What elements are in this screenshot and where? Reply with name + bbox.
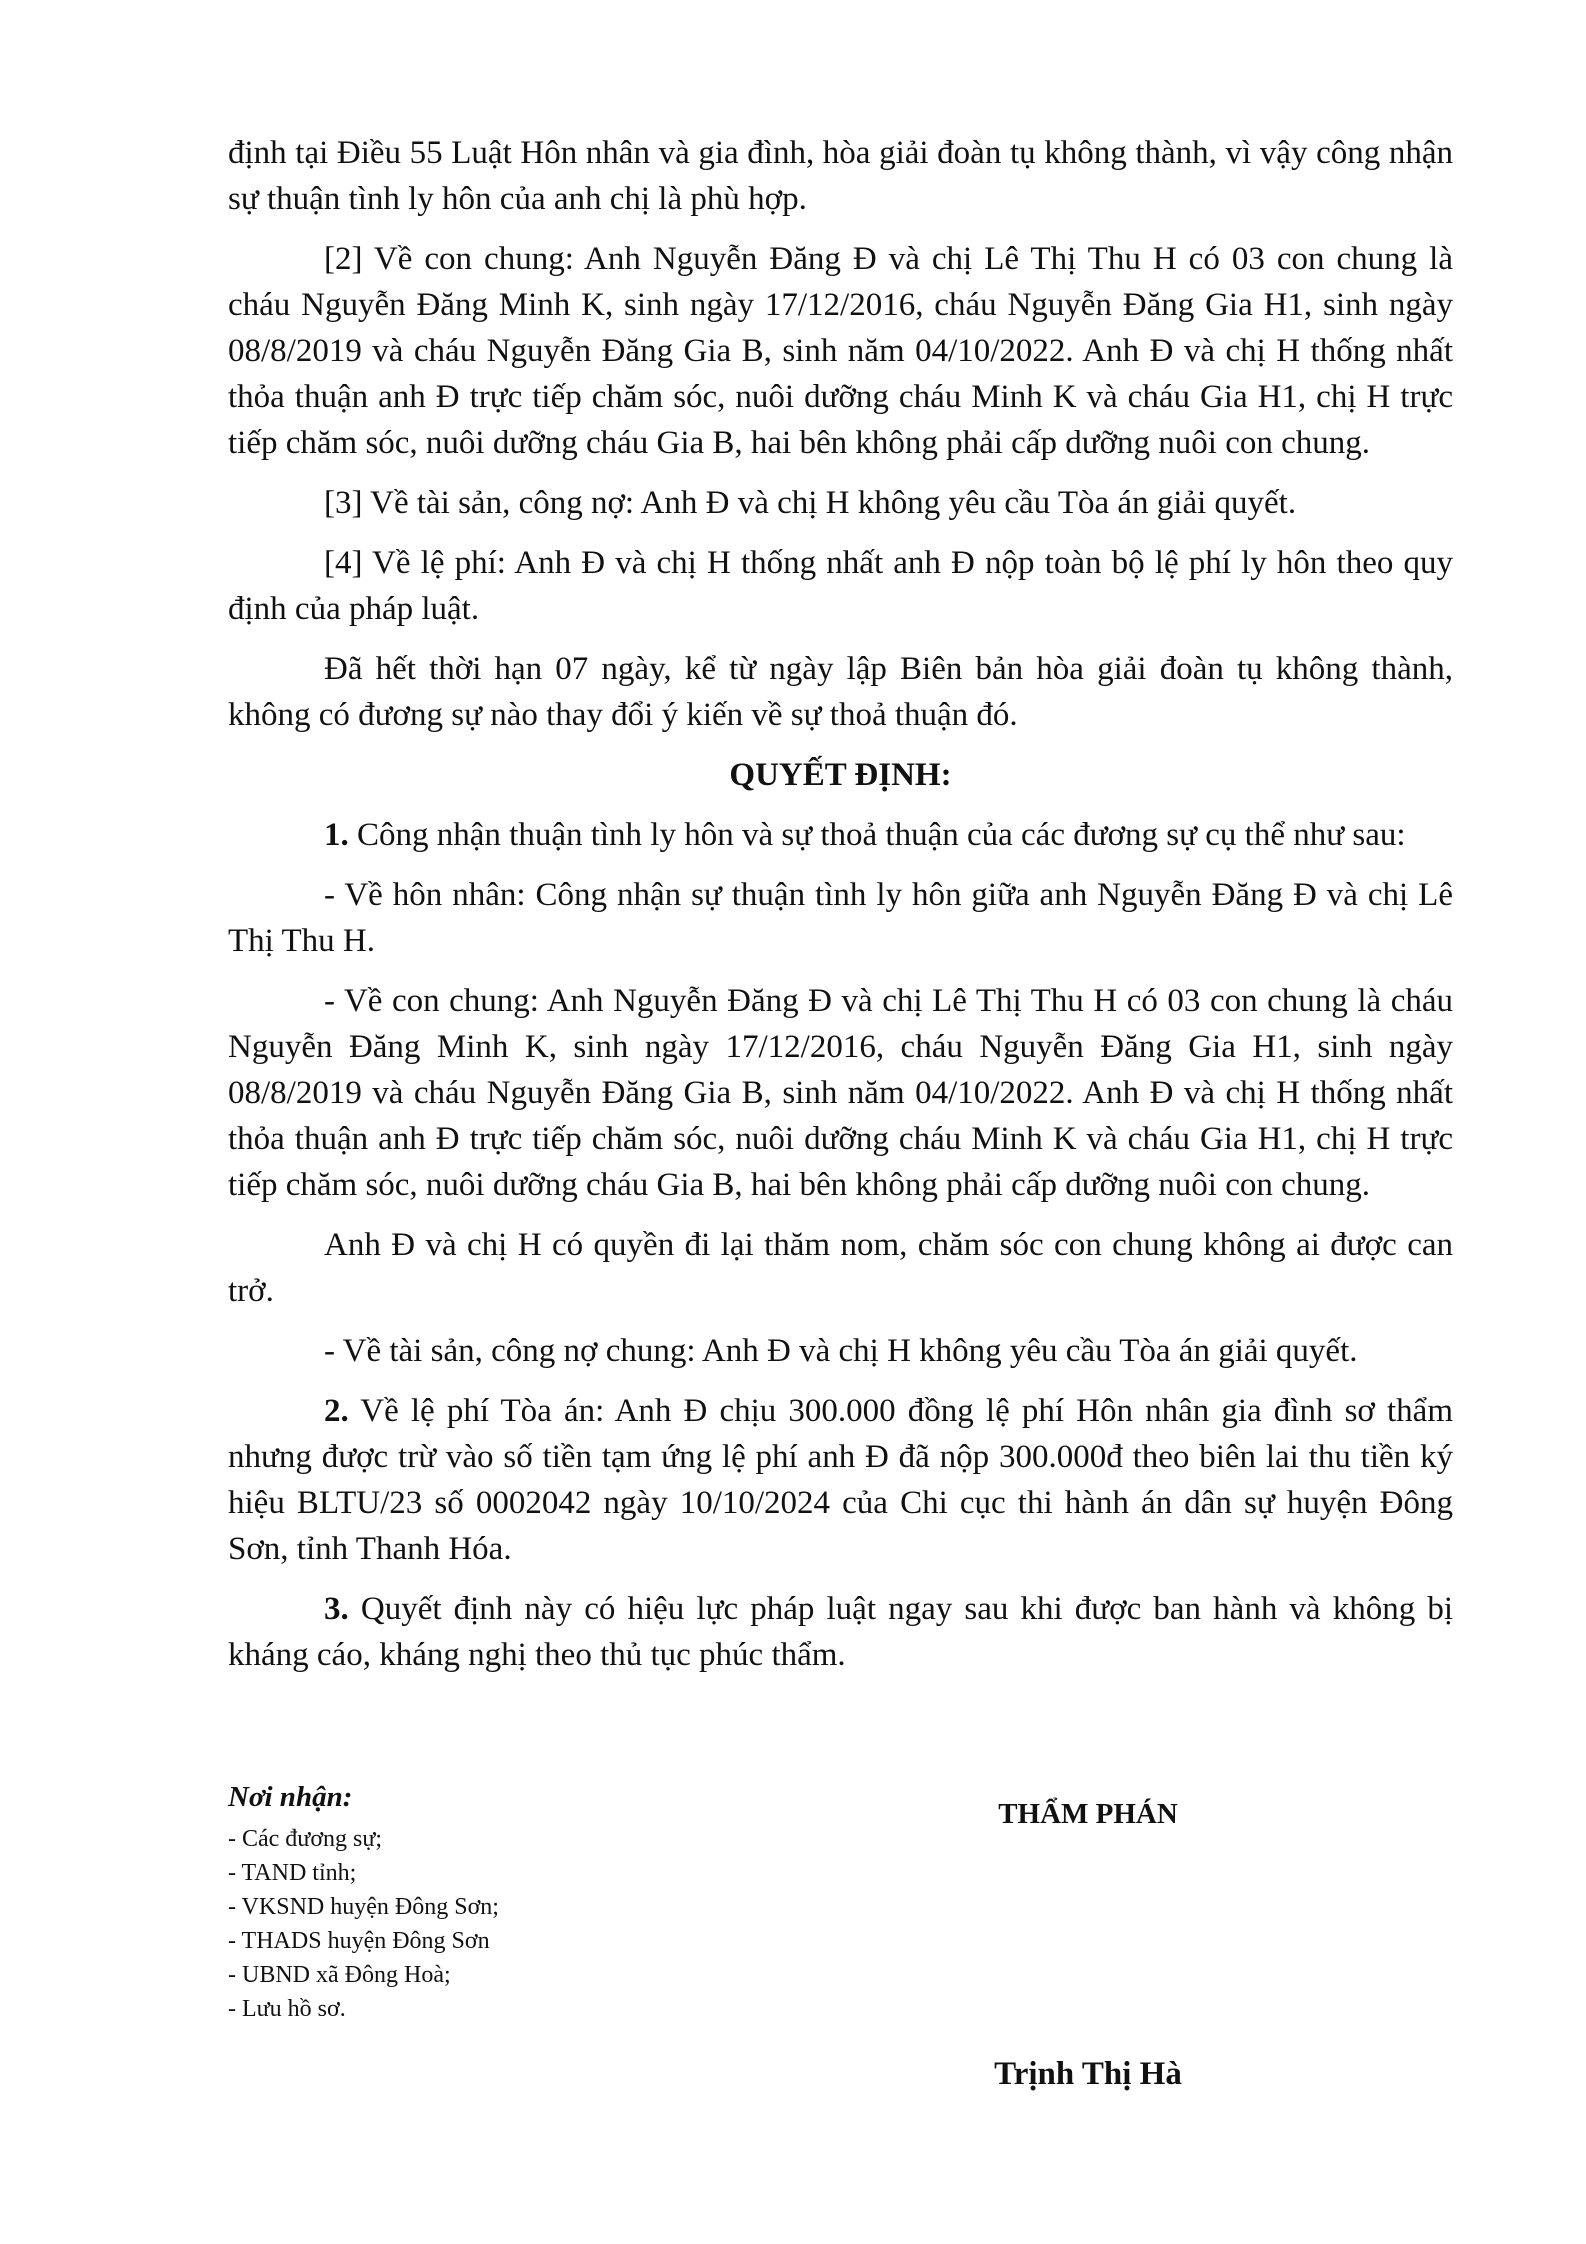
decision-marriage: - Về hôn nhân: Công nhận sự thuận tình ly hôn giữa anh Nguyễn Đăng Đ và chị Lê Thị Thu H. [228,877,1453,959]
recipient-item: - Lưu hồ sơ. [228,1996,346,2022]
recipients-title: Nơi nhận: [228,1781,353,1813]
decision-item-2-text: Về lệ phí Tòa án: Anh Đ chịu 300.000 đồng lệ phí Hôn nhân gia đình sơ thẩm nhưng được trừ vào số tiền tạm ứng lệ phí anh Đ đã nộp 300.000đ theo biên lai thu tiền ký hiệu BLTU/23 số 0002042 ngày 10/10/2024 của Chi cục thi hành án dân sự huyện Đông Sơn, tỉnh Thanh Hóa. [228,1393,1453,1567]
document-footer [228,1780,1453,2092]
decision-property: - Về tài sản, công nợ chung: Anh Đ và chị H không yêu cầu Tòa án giải quyết. [324,1333,1358,1369]
document-body [228,130,1453,1692]
recipient-item: - VKSND huyện Đông Sơn; [228,1894,499,1920]
decision-children: - Về con chung: Anh Nguyễn Đăng Đ và chị Lê Thị Thu H có 03 con chung là cháu Nguyễn Đăng Minh K, sinh ngày 17/12/2016, cháu Nguyễn Đăng Gia H1, sinh ngày 08/8/2019 và cháu Nguyễn Đăng Gia B, sinh năm 04/10/2022. Anh Đ và chị H thống nhất thỏa thuận anh Đ trực tiếp chăm sóc, nuôi dưỡng cháu Minh K và cháu Gia H1, chị H trực tiếp chăm sóc, nuôi dưỡng cháu Gia B, hai bên không phải cấp dưỡng nuôi con chung. [228,983,1453,1203]
recipient-item: - TAND tỉnh; [228,1860,357,1886]
decision-item-3 [228,1586,1453,1678]
paragraph-continuation: định tại Điều 55 Luật Hôn nhân và gia đình, hòa giải đoàn tụ không thành, vì vậy công nhận sự thuận tình ly hôn của anh chị là phù hợp. [228,135,1453,217]
paragraph-children: [2] Về con chung: Anh Nguyễn Đăng Đ và chị Lê Thị Thu H có 03 con chung là cháu Nguyễn Đăng Minh K, sinh ngày 17/12/2016, cháu Nguyễn Đăng Gia H1, sinh ngày 08/8/2019 và cháu Nguyễn Đăng Gia B, sinh năm 04/10/2022. Anh Đ và chị H thống nhất thỏa thuận anh Đ trực tiếp chăm sóc, nuôi dưỡng cháu Minh K và cháu Gia H1, chị H trực tiếp chăm sóc, nuôi dưỡng cháu Gia B, hai bên không phải cấp dưỡng nuôi con chung. [228,241,1453,461]
decision-item-3-text: Quyết định này có hiệu lực pháp luật ngay sau khi được ban hành và không bị kháng cáo, kháng nghị theo thủ tục phúc thẩm. [228,1591,1453,1673]
recipient-item: - Các đương sự; [228,1826,383,1852]
recipient-item: - THADS huyện Đông Sơn [228,1928,490,1954]
recipients-block [228,1780,728,2026]
decision-item-2-number: 2. [324,1393,349,1429]
signer-name: Trịnh Thị Hà [994,2056,1182,2092]
signature-block [928,1780,1248,2093]
decision-item-2 [228,1388,1453,1572]
signer-role: THẨM PHÁN [998,1798,1178,1830]
decision-item-1 [228,812,1453,858]
decision-item-1-number: 1. [324,817,349,853]
recipient-item: - UBND xã Đông Hoà; [228,1962,451,1988]
paragraph-deadline: Đã hết thời hạn 07 ngày, kể từ ngày lập Biên bản hòa giải đoàn tụ không thành, không có đương sự nào thay đổi ý kiến về sự thoả thuận đó. [228,651,1453,733]
decision-title: QUYẾT ĐỊNH: [729,757,952,793]
decision-item-1-text: Công nhận thuận tình ly hôn và sự thoả thuận của các đương sự cụ thể như sau: [348,817,1406,853]
decision-visitation: Anh Đ và chị H có quyền đi lại thăm nom, chăm sóc con chung không ai được can trở. [228,1227,1453,1309]
paragraph-fee: [4] Về lệ phí: Anh Đ và chị H thống nhất anh Đ nộp toàn bộ lệ phí ly hôn theo quy định của pháp luật. [228,545,1453,627]
paragraph-property: [3] Về tài sản, công nợ: Anh Đ và chị H không yêu cầu Tòa án giải quyết. [324,485,1297,521]
decision-item-3-number: 3. [324,1591,349,1627]
